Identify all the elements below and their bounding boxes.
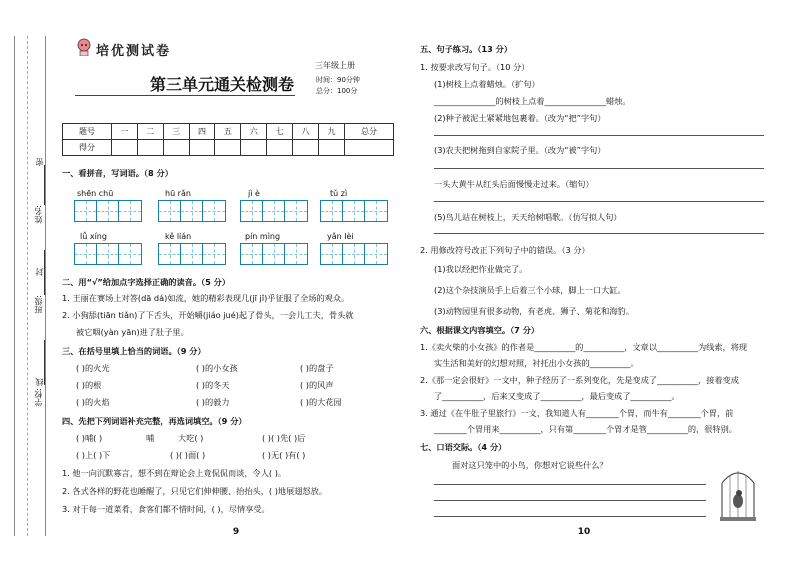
s5-error-3: (3)动物园里有很多动物，有老虎、狮子、菊花和海豹。 — [434, 306, 634, 316]
answer-line-2[interactable] — [434, 135, 764, 136]
grade-label: 三年级上册 — [315, 61, 355, 70]
s3-r2c2: ( )的冬天 — [196, 380, 230, 390]
s4-heading: 四、先把下列词语补充完整，再选词填空。（9 分） — [62, 416, 247, 426]
pinyin-1: shēn chū — [77, 189, 114, 198]
s3-r2c1: ( )的根 — [76, 380, 102, 390]
school-label: 学校: — [34, 388, 43, 407]
score-table — [62, 123, 394, 156]
s3-r2c3: ( )的风声 — [300, 380, 334, 390]
binding-dashed-line — [27, 36, 28, 536]
pinyin-5: lǚ xíng — [80, 232, 107, 241]
oral-line-3[interactable] — [434, 516, 706, 517]
s5-item-2: (2)种子被泥土紧紧地包裹着。（改为“把”字句） — [434, 113, 606, 123]
s2-line-1: 1. 王丽在赛场上对答(dā dá)如流，她的精彩表现几(jī jǐ)乎征服了全场的观众。 — [62, 293, 350, 303]
score-header-3: 三 — [163, 124, 189, 140]
logo — [76, 38, 186, 58]
s6-line-5: 3. 通过《在牛肚子里旅行》一文，我知道人有________个胃，而牛有________个胃，前 — [420, 408, 734, 418]
score-header-7: 七 — [267, 124, 293, 140]
score-cell-6[interactable] — [241, 140, 267, 156]
s3-r3c2: ( )的毅力 — [196, 397, 230, 407]
seal-label-mid: 封 — [35, 268, 44, 276]
score-cell-10[interactable] — [344, 140, 393, 156]
class-label: 班级: — [34, 295, 43, 314]
score-header-4: 四 — [189, 124, 215, 140]
score-cell-3[interactable] — [163, 140, 189, 156]
oral-line-2[interactable] — [434, 500, 706, 501]
s5-error-2: (2)这个杂技演员手上后着三个小球，脚上一口大缸。 — [434, 285, 626, 295]
answer-line-3[interactable] — [434, 168, 764, 169]
time-label: 时间：90分钟 — [316, 76, 360, 84]
pinyin-2: hū rǎn — [165, 189, 191, 198]
s4-q3: 3. 对于每一道菜肴，食客们都不惜时间，( )，尽情享受。 — [62, 504, 270, 514]
s5-item-1-fill: _______________的树枝上点着_______________蜡烛。 — [434, 96, 631, 106]
score-header-10: 总分 — [344, 124, 393, 140]
s6-line-1: 1.《卖火柴的小女孩》的作者是__________的__________，文章以__________为线索，将现 — [420, 342, 748, 352]
s6-line-3: 2.《那一定会很好》一文中，种子经历了一系列变化，先是变成了__________，接着变成 — [420, 375, 739, 385]
s4-r2c1: ( )上( )下 — [76, 450, 111, 460]
score-cell-4[interactable] — [189, 140, 215, 156]
score-cell-7[interactable] — [267, 140, 293, 156]
writing-grid-2[interactable] — [158, 200, 226, 222]
pinyin-6: kě lián — [165, 232, 192, 241]
score-cell-1[interactable] — [111, 140, 137, 156]
birdcage-icon — [718, 463, 758, 523]
s7-question: 面对这只笼中的小鸟，你想对它说些什么？ — [452, 460, 608, 470]
s3-r1c2: ( )的小女孩 — [196, 363, 238, 373]
s6-line-6: ________个胃用来__________，只有第________个胃才是管__________的，很特别。 — [434, 424, 737, 434]
s5-item-1: (1)树枝上点着蜡烛。（扩句） — [434, 79, 540, 89]
s4-r2c2: ( )( )面( ) — [170, 450, 206, 460]
score-cell-8[interactable] — [293, 140, 319, 156]
pinyin-7: pín mìng — [245, 232, 281, 241]
class-line — [44, 250, 45, 295]
score-header-6: 六 — [241, 124, 267, 140]
writing-grid-7[interactable] — [240, 243, 308, 265]
title-underline — [75, 95, 295, 96]
s5-sub1: 1. 按要求改写句子。（10 分） — [420, 62, 530, 72]
score-header-1: 一 — [111, 124, 137, 140]
answer-line-4[interactable] — [434, 201, 764, 202]
s5-item-3: (3)农夫把树拖到自家院子里。（改为“被”字句） — [434, 145, 606, 155]
writing-grid-1[interactable] — [74, 200, 142, 222]
s6-line-2: 实生活和美好的幻想对照，衬托出小女孩的__________。 — [434, 358, 639, 368]
s4-r2c3: ( )无( )有( ) — [262, 450, 306, 460]
writing-grid-8[interactable] — [320, 243, 388, 265]
seal-label-bottom: 线 — [35, 378, 44, 386]
score-row-label: 得分 — [63, 140, 112, 156]
s5-sub2: 2. 用修改符号改正下列句子中的错误。（3 分） — [420, 245, 590, 255]
s6-heading: 六、根据课文内容填空。（7 分） — [420, 325, 540, 335]
total-label: 总分：100分 — [316, 87, 358, 95]
s5-item-4: 一头大黄牛从红头后面慢慢走过来。（缩句） — [434, 179, 594, 189]
writing-grid-4[interactable] — [320, 200, 388, 222]
score-header-8: 八 — [293, 124, 319, 140]
pinyin-4: tǔ zì — [330, 189, 348, 198]
s5-item-5: (5)鸟儿站在树枝上，天天给树唱歌。（仿写拟人句） — [434, 212, 622, 222]
s4-r1c2: 哺 — [146, 433, 155, 443]
writing-grid-5[interactable] — [74, 243, 142, 265]
score-cell-5[interactable] — [215, 140, 241, 156]
name-label: 姓名: — [34, 205, 43, 224]
seal-label-top: 密 — [35, 158, 44, 166]
s3-r3c1: ( )的火焰 — [76, 397, 110, 407]
writing-grid-6[interactable] — [158, 243, 226, 265]
s3-heading: 三、在括号里填上恰当的词语。（9 分） — [62, 346, 206, 356]
score-cell-9[interactable] — [319, 140, 345, 156]
name-line — [44, 165, 45, 205]
writing-grid-3[interactable] — [240, 200, 308, 222]
s3-r1c3: ( )的盘子 — [300, 363, 334, 373]
logo-text: 培优测试卷 — [96, 44, 172, 59]
page-number-left: 9 — [232, 527, 240, 537]
s2-heading: 二、用“√”给加点字选择正确的读音。（5 分） — [62, 277, 231, 287]
binding-strip — [14, 36, 46, 536]
s4-r1c1: ( )哺( ) — [76, 433, 103, 443]
s2-line-3: 被它咽(yàn yān)进了肚子里。 — [76, 327, 189, 337]
pinyin-3: jì è — [248, 189, 260, 198]
s4-q2: 2. 各式各样的野花也睡醒了，只见它们伸伸腰、抬抬头，( )地展翅怒放。 — [62, 486, 328, 496]
s2-line-2: 2. 小狗舔(tiān tiǎn)了下舌头，开始嚼(jiáo jué)起了骨头，一会儿工夫，骨头就 — [62, 310, 354, 320]
mascot-icon — [76, 38, 92, 56]
s4-q1: 1. 他一向沉默寡言，想不到在辩论会上竟侃侃而谈，令人( )。 — [62, 468, 287, 478]
score-cell-2[interactable] — [137, 140, 163, 156]
s7-heading: 七、口语交际。（4 分） — [420, 442, 507, 452]
page-title: 第三单元通关检测卷 — [149, 75, 294, 94]
school-line — [44, 340, 45, 385]
s3-r1c1: ( )的火光 — [76, 363, 110, 373]
pinyin-8: yǎn lèi — [327, 232, 354, 241]
s6-line-4: 了__________，后来又变成了__________，最后变成了__________。 — [434, 391, 680, 401]
answer-line-5[interactable] — [434, 233, 764, 234]
s3-r3c3: ( )的大花园 — [300, 397, 342, 407]
s4-r1c3: 大吃( ) — [178, 433, 204, 443]
score-header-5: 五 — [215, 124, 241, 140]
score-header-9: 九 — [319, 124, 345, 140]
s1-heading: 一、看拼音，写词语。（8 分） — [62, 168, 173, 178]
s4-r1c4: ( )( )先( )后 — [262, 433, 306, 443]
score-header-0: 题号 — [63, 124, 112, 140]
page-number-right: 10 — [577, 527, 591, 537]
oral-line-1[interactable] — [434, 484, 706, 485]
score-header-2: 二 — [137, 124, 163, 140]
s5-heading: 五、句子练习。（13 分） — [420, 44, 513, 54]
s5-error-1: (1)我以经把作业做完了。 — [434, 264, 528, 274]
